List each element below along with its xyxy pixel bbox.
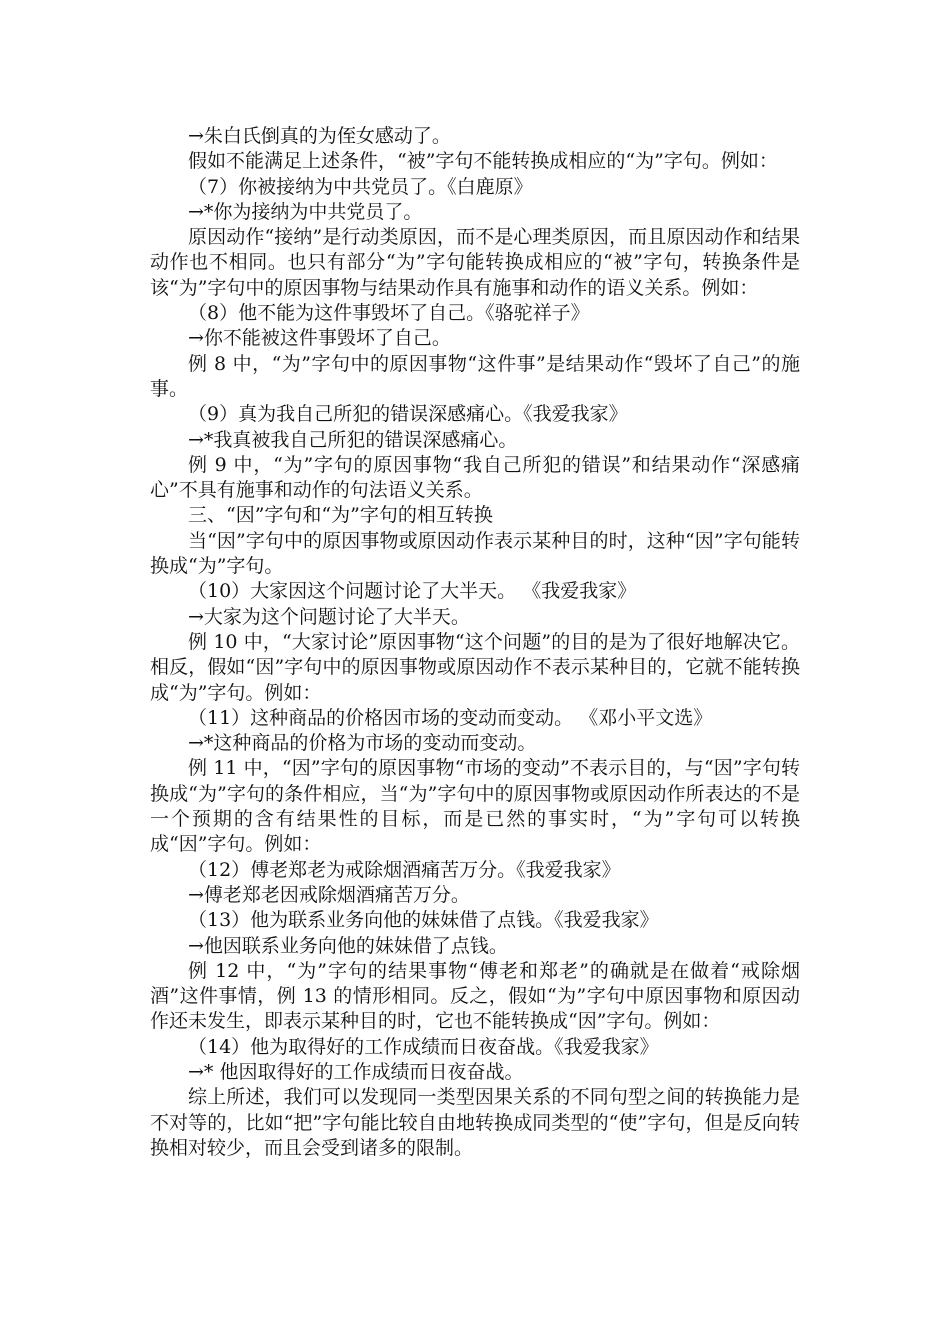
paragraph-derived: →你不能被这件事毁坏了自己。 [188, 327, 451, 350]
paragraph-body: 例 10 中，“大家讨论”原因事物“这个问题”的目的是为了很好地解决它。相反，假如“因”字句中的原因事物或原因动作不表示某种目的，它就不能转换成“为”字句。例如： [150, 630, 800, 704]
paragraph-body: 例 8 中，“为”字句中的原因事物“这件事”是结果动作“毁坏了自己”的施事。 [150, 352, 800, 400]
paragraph-body: 假如不能满足上述条件，“被”字句不能转换成相应的“为”字句。例如： [188, 150, 778, 173]
paragraph-derived: →朱白氏倒真的为侄女感动了。 [188, 125, 451, 147]
paragraph-example: （10）大家因这个问题讨论了大半天。 《我爱我家》 [188, 580, 637, 603]
paragraph-example: （8）他不能为这件事毁坏了自己。《骆驼祥子》 [188, 302, 590, 325]
paragraph-example: （12）傅老郑老为戒除烟酒痛苦万分。《我爱我家》 [188, 858, 621, 881]
paragraph-body: 例 12 中，“为”字句的结果事物“傅老和郑老”的确就是在做着“戒除烟酒”这件事情，例 13 的情形相同。反之，假如“为”字句中原因事物和原因动作还未发生，即表示某种目的时，它也不能转换成“因”字句。例如： [150, 959, 800, 1033]
paragraph-derived: →傅老郑老因戒除烟酒痛苦万分。 [188, 883, 470, 906]
paragraph-body: 当“因”字句中的原因事物或原因动作表示某种目的时，这种“因”字句能转换成“为”字句。 [150, 529, 800, 578]
paragraph-derived: →他因联系业务向他的妹妹借了点钱。 [188, 934, 508, 957]
paragraph-body: 例 9 中，“为”字句的原因事物“我自己所犯的错误”和结果动作“深感痛心”不具有施事和动作的句法语义关系。 [150, 453, 800, 502]
paragraph-derived: →*我真被我自己所犯的错误深感痛心。 [188, 428, 518, 451]
paragraph-body: 综上所述，我们可以发现同一类型因果关系的不同句型之间的转换能力是不对等的，比如“把”字句能比较自由地转换成同类型的“使”字句，但是反向转换相对较少，而且会受到诸多的限制。 [150, 1086, 800, 1159]
paragraph-heading: 三、“因”字句和“为”字句的相互转换 [188, 504, 493, 527]
paragraph-example: （11）这种商品的价格因市场的变动而变动。 《邓小平文选》 [188, 706, 713, 729]
paragraph-example: （7）你被接纳为中共党员了。《白鹿原》 [188, 175, 533, 198]
paragraph-derived: →大家为这个问题讨论了大半天。 [188, 605, 470, 628]
paragraph-body: 原因动作“接纳”是行动类原因，而不是心理类原因，而且原因动作和结果动作也不相同。也只有部分“为”字句能转换成相应的“被”字句，转换条件是该“为”字句中的原因事物与结果动作具有施事和动作的语义关系。例如： [150, 226, 800, 299]
paragraph-example: （13）他为联系业务向他的妹妹借了点钱。《我爱我家》 [188, 909, 659, 932]
paragraph-body: 例 11 中，“因”字句的原因事物“市场的变动”不表示目的，与“因”字句转换成“为”字句的条件相应，当“为”字句中的原因事物或原因动作所表达的不是一个预期的含有结果性的目标，而是已然的事实时，“为”字句可以转换成“因”字句。例如： [150, 757, 800, 856]
paragraph-derived: →* 他因取得好的工作成绩而日夜奋战。 [188, 1060, 524, 1083]
document-body [150, 124, 800, 1161]
paragraph-derived: →*这种商品的价格为市场的变动而变动。 [188, 732, 537, 755]
paragraph-example: （9）真为我自己所犯的错误深感痛心。《我爱我家》 [188, 403, 628, 426]
paragraph-example: （14）他为取得好的工作成绩而日夜奋战。《我爱我家》 [188, 1035, 659, 1058]
paragraph-derived: →*你为接纳为中共党员了。 [188, 200, 423, 223]
